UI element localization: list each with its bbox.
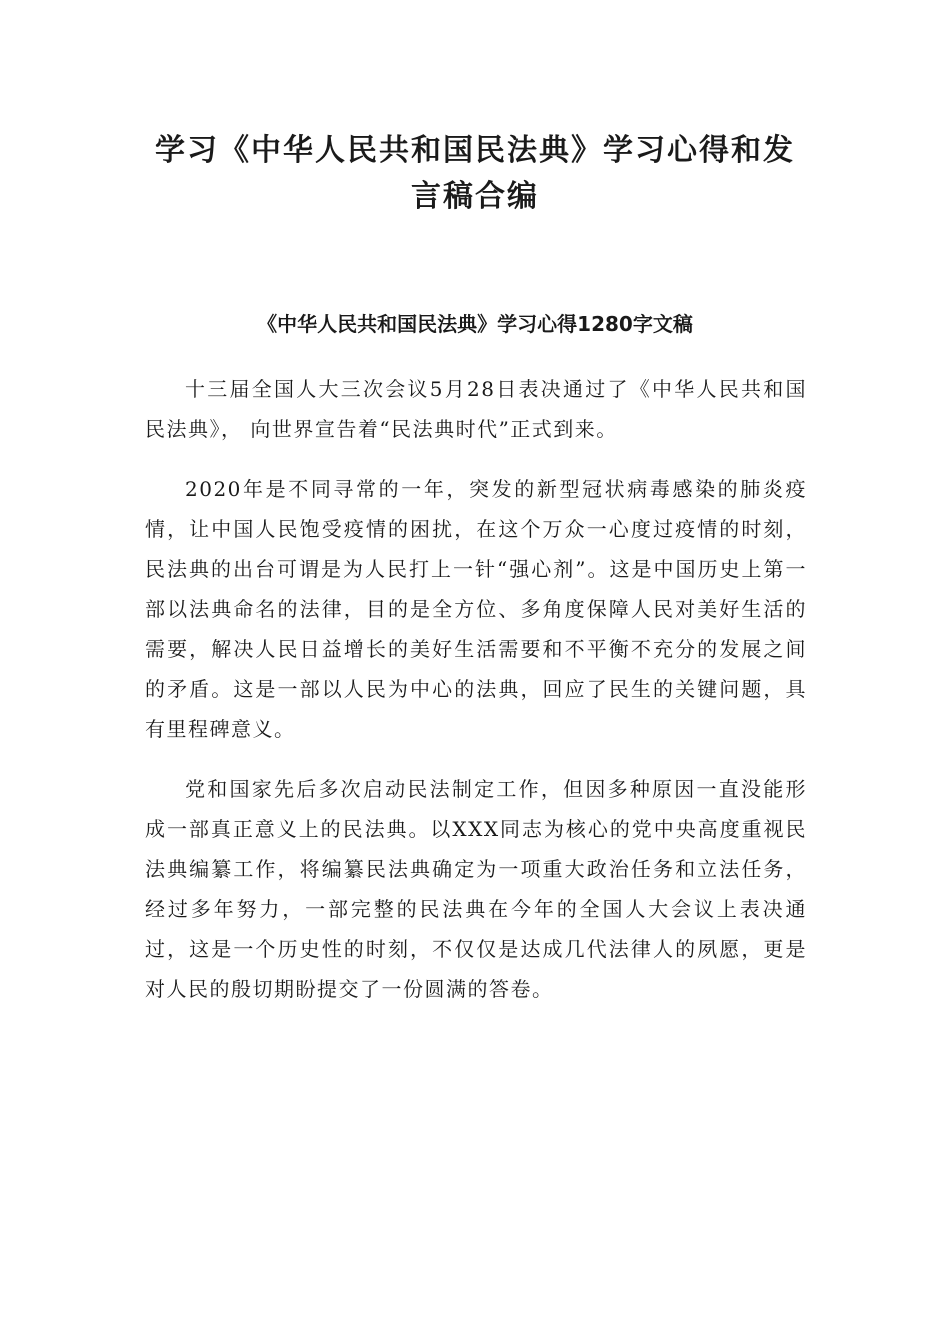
- section-title: 《中华人民共和国民法典》学习心得1280字文稿: [257, 312, 693, 336]
- paragraph-1: 十三届全国人大三次会议5月28日表决通过了《中华人民共和国民法典》， 向世界宣告着“民法典时代”正式到来。: [145, 377, 807, 441]
- document-title: 学习《中华人民共和国民法典》学习心得和发言稿合编: [155, 133, 795, 214]
- paragraph-2: 2020年是不同寻常的一年，突发的新型冠状病毒感染的肺炎疫情，让中国人民饱受疫情的困扰，在这个万众一心度过疫情的时刻，民法典的出台可谓是为人民打上一针“强心剂”。这是中国历史上第一部以法典命名的法律，目的是全方位、多角度保障人民对美好生活的需要，解决人民日益增长的美好生活需要和不平衡不充分的发展之间的矛盾。这是一部以人民为中心的法典，回应了民生的关键问题，具有里程碑意义。: [145, 477, 807, 741]
- document-body: [145, 369, 807, 1029]
- paragraph-3: 党和国家先后多次启动民法制定工作，但因多种原因一直没能形成一部真正意义上的民法典。以XXX同志为核心的党中央高度重视民法典编纂工作，将编纂民法典确定为一项重大政治任务和立法任务，经过多年努力，一部完整的民法典在今年的全国人大会议上表决通过，这是一个历史性的时刻，不仅仅是达成几代法律人的夙愿，更是对人民的殷切期盼提交了一份圆满的答卷。: [145, 777, 807, 1001]
